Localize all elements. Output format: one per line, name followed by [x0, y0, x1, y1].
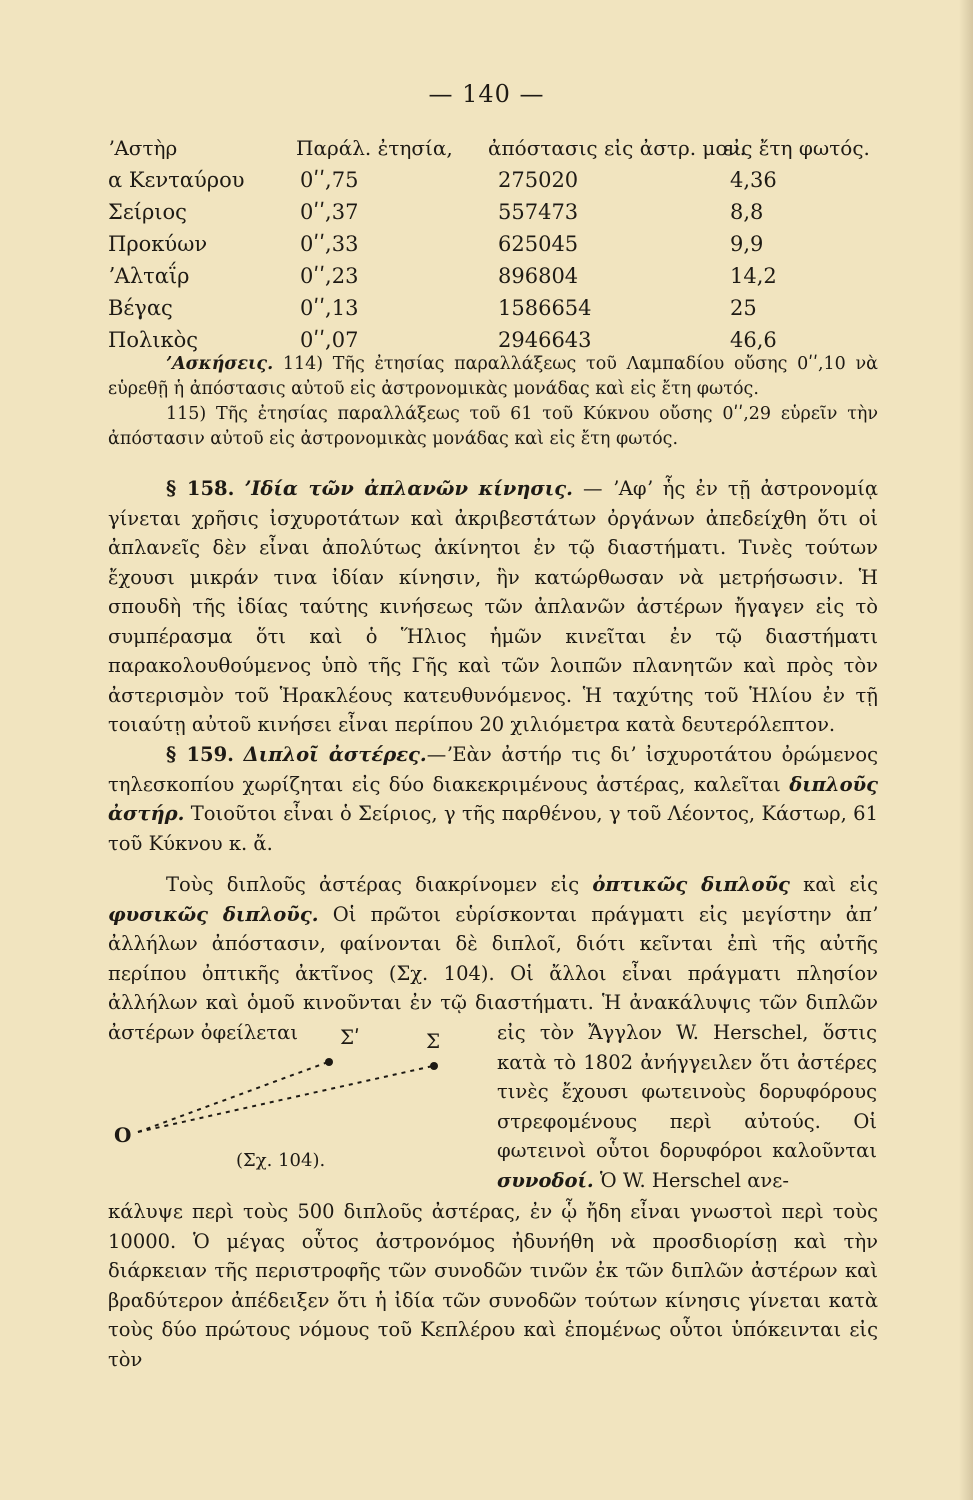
- header-distance: ἀπόστασις εἰς ἀστρ. μον.: [488, 136, 746, 160]
- page-edge-shadow: [959, 0, 973, 1500]
- exercise-114-text: 114) Τῆς ἐτησίας παραλλάξεως τοῦ Λαμπαδίου οὔσης 0ʹʹ,10 νὰ εὑρεθῇ ἡ ἀπόστασις αὐτοῦ εἰς ἀστρονομικὰς μονάδας καὶ εἰς ἔτη φωτός.: [108, 354, 878, 399]
- paragraph-2-text-c: Οἱ πρῶτοι εὑρίσκονται πράγματι εἰς μεγίστην ἀπʼ ἀλλήλων ἀπόστασιν, φαίνονται δὲ διπλοῖ, διότι κεῖνται ἐπὶ τῆς αὐτῆς περίπου ὀπτικῆς ἀκτῖνος (Σχ. 104). Οἱ ἄλλοι εἶναι πράγματι πλησίον ἀλλήλων καὶ ὁμοῦ κινοῦνται ἐν τῷ διαστήματι. Ἡ ἀνακάλυψις τῶν διπλῶν ἀστέρων ὀφείλεται: [108, 902, 878, 1044]
- label-o: Ο: [114, 1123, 132, 1147]
- cell-years: 46,6: [730, 328, 777, 352]
- figure-104: [108, 1022, 488, 1182]
- exercises-label: ʼΑσκήσεις.: [166, 354, 274, 374]
- double-star-diagram: [108, 1022, 488, 1152]
- cell-parallax: 0ʹʹ,07: [300, 328, 359, 352]
- physical-double-term: φυσικῶς διπλοῦς.: [108, 902, 319, 926]
- section-158-text: — ʼΑφʼ ἧς ἐν τῇ ἀστρονομίᾳ γίνεται χρῆσις ἰσχυροτάτων καὶ ἀκριβεστάτων ὀργάνων ἀπεδείχθη ὅτι οἱ ἀπλανεῖς δὲν εἶναι ἀπολύτως ἀκίνητοι ἐν τῷ διαστήματι. Τινὲς τούτων ἔχουσι μικράν τινα ἰδίαν κίνησιν, ἣν κατώρθωσαν νὰ μετρήσωσιν. Ἡ σπουδὴ τῆς ἰδίας ταύτης κινήσεως τῶν ἀπλανῶν ἀστέρων ἤγαγεν εἰς τὸ συμπέρασμα ὅτι καὶ ὁ Ἥλιος ἡμῶν κινεῖται ἐν τῷ διαστήματι παρακολουθούμενος ὑπὸ τῆς Γῆς καὶ τῶν λοιπῶν πλανητῶν καὶ πρὸς τὸν ἀστερισμὸν τοῦ Ἡρακλέους κατευθυνόμενος. Ἡ ταχύτης τοῦ Ἡλίου ἐν τῇ τοιαύτῃ αὐτοῦ κινήσει εἶναι περίπου 20 χιλιόμετρα κατὰ δευτερόλεπτον.: [108, 477, 879, 736]
- cell-distance: 2946643: [498, 328, 592, 352]
- paragraph-2-text-b: καὶ εἰς: [803, 873, 879, 896]
- cell-distance: 557473: [498, 200, 579, 224]
- star-s-prime: [325, 1058, 333, 1066]
- cell-parallax: 0ʹʹ,13: [300, 296, 359, 320]
- table-row: [108, 232, 868, 264]
- paragraph-3-side-b: Ὁ W. Herschel ανε-: [599, 1168, 789, 1192]
- cell-distance: 275020: [498, 168, 579, 192]
- section-158-number: § 158.: [166, 477, 235, 500]
- companions-term: συνοδοί.: [497, 1168, 594, 1192]
- section-159-text-a: —ʼΕὰν ἀστήρ τις διʼ ἰσχυροτάτου ὀρώμενος τηλεσκοπίου χωρίζηται εἰς δύο διακεκριμένους ἀστέρας, καλεῖται: [108, 743, 879, 796]
- exercise-115: 115) Τῆς ἐτησίας παραλλάξεως τοῦ 61 τοῦ Κύκνου οὔσης 0ʹʹ,29 εὑρεῖν τὴν ἀπόστασιν αὐτοῦ εἰς ἀστρονομικὰς μονάδας καὶ εἰς ἔτη φωτός.: [108, 404, 878, 449]
- section-158: [108, 474, 878, 740]
- label-s-prime: Σʹ: [340, 1025, 360, 1049]
- header-light-years: εἰς ἔτη φωτός.: [723, 136, 870, 160]
- table-row: [108, 168, 868, 200]
- sight-line-near: [138, 1062, 328, 1132]
- paragraph-3-continued: κάλυψε περὶ τοὺς 500 διπλοῦς ἀστέρας, ἐν ᾧ ἤδη εἶναι γνωστοὶ περὶ τοὺς 10000. Ὁ μέγας οὗτος ἀστρονόμος ἠδυνήθη νὰ προσδιορίσῃ καὶ τὴν διάρκειαν τῆς περιστροφῆς τῶν συνοδῶν τινῶν ἐκ τῶν διπλῶν ἀστέρων καὶ βραδύτερον ἀπέδειξεν ὅτι ἡ ἰδία τῶν συνοδῶν τούτων κίνησις γίνεται κατὰ τοὺς δύο πρώτους νόμους τοῦ Κεπλέρου καὶ ἑπομένως οὗτοι ὑπόκεινται εἰς τὸν: [108, 1200, 878, 1371]
- table-row: [108, 200, 868, 232]
- cell-parallax: 0ʹʹ,23: [300, 264, 359, 288]
- cell-star: Σείριος: [108, 200, 187, 224]
- page-number: — 140 —: [428, 80, 545, 108]
- table-row: [108, 296, 868, 328]
- table-row: [108, 264, 868, 296]
- cell-parallax: 0ʹʹ,75: [300, 168, 359, 192]
- header-star: ʼΑστὴρ: [108, 136, 178, 160]
- paragraph-3-side-a: εἰς τὸν Ἄγγλον W. Herschel, ὅστις κατὰ τὸ 1802 ἀνήγγειλεν ὅτι ἀστέρες τινὲς ἔχουσι φωτεινοὺς δορυφόρους στρεφομένους περὶ αὐτούς. Οἱ φωτεινοὶ οὗτοι δορυφόροι καλοῦνται: [497, 1021, 877, 1162]
- optical-double-term: ὀπτικῶς διπλοῦς: [592, 873, 790, 896]
- section-159-number: § 159.: [166, 743, 234, 766]
- cell-star: α Κενταύρου: [108, 168, 245, 192]
- cell-star: Προκύων: [108, 232, 208, 256]
- label-s: Σ: [426, 1029, 441, 1053]
- cell-years: 9,9: [730, 232, 764, 256]
- cell-years: 8,8: [730, 200, 764, 224]
- parallax-table: [108, 136, 868, 360]
- section-159-text-b: Τοιοῦτοι εἶναι ὁ Σείριος, γ τῆς παρθένου, γ τοῦ Λέοντος, Κάστωρ, 61 τοῦ Κύκνου κ. ἄ.: [108, 802, 878, 855]
- cell-years: 14,2: [730, 264, 777, 288]
- cell-parallax: 0ʹʹ,33: [300, 232, 359, 256]
- cell-distance: 1586654: [498, 296, 592, 320]
- paragraph-2-text-a: Τοὺς διπλοῦς ἀστέρας διακρίνομεν εἰς: [166, 873, 580, 896]
- cell-distance: 625045: [498, 232, 579, 256]
- cell-years: 25: [730, 296, 757, 320]
- cell-star: Πολικὸς: [108, 328, 199, 352]
- cell-distance: 896804: [498, 264, 579, 288]
- cell-parallax: 0ʹʹ,37: [300, 200, 359, 224]
- star-s: [430, 1062, 438, 1070]
- cell-star: Βέγας: [108, 296, 173, 320]
- figure-caption: (Σχ. 104).: [236, 1150, 326, 1171]
- header-parallax: Παράλ. ἐτησία,: [296, 136, 453, 160]
- exercise-114: [108, 352, 878, 402]
- table-header: [108, 136, 868, 168]
- double-star-term: διπλοῦς ἀστήρ.: [108, 772, 878, 825]
- cell-star: ʼΑλταΐρ: [108, 264, 190, 288]
- exercises-block: [108, 352, 878, 452]
- cell-years: 4,36: [730, 168, 777, 192]
- section-159-title: Διπλοῖ ἀστέρες.: [243, 743, 427, 766]
- section-159: [108, 740, 878, 858]
- section-158-title: ʼΙδία τῶν ἀπλανῶν κίνησις.: [244, 477, 573, 500]
- sight-line-far: [138, 1066, 433, 1132]
- paragraph-3-side: [497, 1018, 877, 1195]
